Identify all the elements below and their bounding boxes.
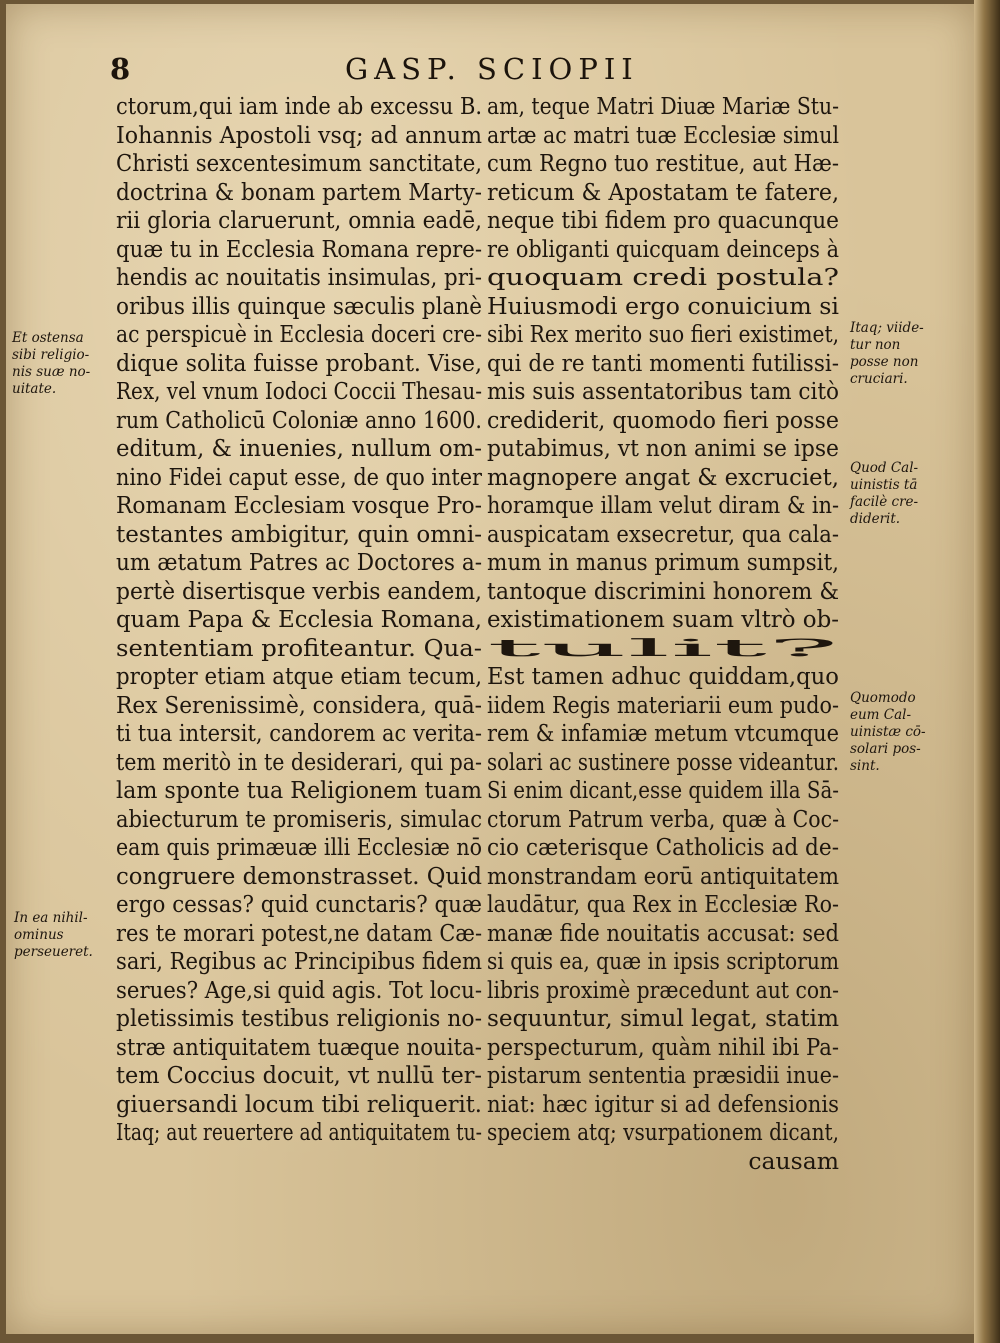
marginal-note-left-2 (14, 910, 104, 961)
marginal-note-line: uitate. (12, 381, 57, 397)
text-line: lam sponte tua Religionem tuam (116, 776, 482, 804)
text-line: abiecturum te promiseris, simulac (116, 804, 482, 833)
text-line: Est tamen adhuc quiddam,quo (487, 662, 839, 690)
text-line: oribus illis quinque sæculis planè (116, 291, 482, 320)
text-line: putabimus, vt non animi se ipse (487, 434, 839, 462)
running-title: GASP. SCIOPII (345, 52, 639, 86)
text-line: solari ac sustinere posse videantur. (487, 747, 839, 776)
text-line: Rex Serenissimè, considera, quā- (116, 690, 482, 719)
text-line: doctrina & bonam partem Marty- (116, 177, 482, 206)
text-line: sari, Regibus ac Principibus fidem (116, 947, 482, 975)
text-line: Huiusmodi ergo conuicium si (487, 291, 839, 320)
text-line: tem Coccius docuit, vt nullū ter- (116, 1061, 482, 1089)
marginal-note-line: posse non (850, 354, 919, 370)
text-line: ac perspicuè in Ecclesia doceri cre- (116, 320, 482, 348)
text-line: tantoque discrimini honorem & (487, 576, 839, 605)
text-line: dique solita fuisse probant. Vise, (116, 348, 482, 377)
text-line: rum Catholicū Coloniæ anno 1600. (116, 405, 482, 434)
text-line: Iohannis Apostoli vsq; ad annum (116, 120, 482, 149)
marginal-note-line: eum Cal- (850, 707, 912, 723)
page-edge (974, 0, 1000, 1343)
marginal-note-line: Quomodo (850, 690, 916, 706)
text-line: reticum & Apostatam te fatere, (487, 177, 839, 206)
marginal-note-right-1 (850, 320, 940, 388)
text-line: magnopere angat & excruciet, (487, 462, 839, 491)
text-line: pistarum sententia præsidii inue- (487, 1061, 839, 1089)
text-line: tem meritò in te desiderari, qui pa- (116, 747, 482, 776)
text-line: si quis ea, quæ in ipsis scriptorum (487, 947, 839, 975)
marginal-note-line: solari pos- (850, 741, 921, 757)
marginal-note-right-2 (850, 460, 940, 528)
text-line: auspicatam exsecretur, qua cala- (487, 519, 839, 548)
text-line: serues? Age,si quid agis. Tot locu- (116, 975, 482, 1004)
text-line: pletissimis testibus religionis no- (116, 1004, 482, 1032)
marginal-note-line: sibi religio- (12, 347, 90, 363)
marginal-note-line: sint. (850, 758, 880, 774)
left-text-column (116, 92, 488, 1147)
text-line: horamque illam velut diram & in- (487, 491, 839, 519)
text-line: qui de re tanti momenti futilissi- (487, 348, 839, 377)
text-line: neque tibi fidem pro quacunque (487, 206, 839, 234)
text-line: res te morari potest,ne datam Cæ- (116, 918, 482, 947)
text-line: perspecturum, quàm nihil ibi Pa- (487, 1032, 839, 1061)
text-line: crediderit, quomodo fieri posse (487, 405, 839, 434)
text-line: Rex, vel vnum Iodoci Coccii Thesau- (116, 377, 482, 405)
marginal-note-line: cruciari. (850, 371, 908, 387)
text-line: congruere demonstrasset. Quid (116, 861, 482, 890)
marginal-note-line: tur non (850, 337, 901, 353)
text-line: cio cæterisque Catholicis ad de- (487, 833, 839, 861)
text-line: ergo cessas? quid cunctaris? quæ (116, 890, 482, 918)
marginal-note-line: perseueret. (14, 944, 93, 960)
marginal-note-line: In ea nihil- (14, 910, 88, 926)
text-line: libris proximè præcedunt aut con- (487, 975, 839, 1004)
text-line: sequuntur, simul legat, statim (487, 1004, 839, 1032)
page-header (0, 52, 1000, 92)
text-line: sententiam profiteantur. Qua- (116, 633, 482, 662)
text-line: quam Papa & Ecclesia Romana, (116, 605, 482, 633)
text-line: propter etiam atque etiam tecum, (116, 662, 482, 690)
text-line: speciem atq; vsurpationem dicant, (487, 1118, 839, 1146)
text-line: re obliganti quicquam deinceps à (487, 234, 839, 263)
marginal-note-line: nis suæ no- (12, 364, 91, 380)
text-line: cum Regno tuo restitue, aut Hæ- (487, 149, 839, 177)
text-line: quoquam credi postula? (487, 263, 839, 291)
text-line: giuersandi locum tibi reliquerit. (116, 1089, 482, 1118)
catchword: causam (748, 1146, 839, 1175)
text-line: sibi Rex merito suo fieri existimet, (487, 320, 839, 348)
text-line: niat: hæc igitur si ad defensionis (487, 1089, 839, 1118)
text-line: um ætatum Patres ac Doctores a- (116, 548, 482, 576)
right-text-column (487, 92, 843, 1175)
text-line: manæ fide nouitatis accusat: sed (487, 918, 839, 947)
text-line: stræ antiquitatem tuæque nouita- (116, 1032, 482, 1061)
text-line: monstrandam eorū antiquitatem (487, 861, 839, 890)
text-line: am, teque Matri Diuæ Mariæ Stu- (487, 92, 839, 120)
text-line: rem & infamiæ metum vtcumque (487, 719, 839, 747)
text-line: mum in manus primum sumpsit, (487, 548, 839, 576)
marginal-note-line: facilè cre- (850, 494, 919, 510)
text-line: hendis ac nouitatis insimulas, pri- (116, 263, 482, 291)
text-line: editum, & inuenies, nullum om- (116, 434, 482, 462)
text-line: iidem Regis materiarii eum pudo- (487, 690, 839, 719)
text-line: ti tua intersit, candorem ac verita- (116, 719, 482, 747)
text-line: testantes ambigitur, quin omni- (116, 519, 482, 548)
text-line: Romanam Ecclesiam vosque Pro- (116, 491, 482, 519)
marginal-note-line: uinistæ cō- (850, 724, 926, 740)
page-number: 8 (110, 52, 131, 86)
marginal-note-line: diderit. (850, 511, 901, 527)
text-line: rii gloria claruerunt, omnia eadē, (116, 206, 482, 234)
text-line: pertè disertisque verbis eandem, (116, 576, 482, 605)
text-line: Si enim dicant,esse quidem illa Sā- (487, 776, 839, 804)
text-line: quæ tu in Ecclesia Romana repre- (116, 234, 482, 263)
text-line: mis suis assentatoribus tam citò (487, 377, 839, 405)
marginal-note-line: Et ostensa (12, 330, 84, 346)
text-line: Itaq; aut reuertere ad antiquitatem tu- (116, 1118, 482, 1146)
text-line: artæ ac matri tuæ Ecclesiæ simul (487, 120, 839, 149)
marginal-note-line: ominus (14, 927, 64, 943)
text-line: existimationem suam vltrò ob- (487, 605, 839, 633)
text-line: tulit? (487, 633, 839, 662)
marginal-note-line: Itaq; viide- (850, 320, 924, 336)
marginal-note-left-1 (12, 330, 102, 398)
text-line: Christi sexcentesimum sanctitate, (116, 149, 482, 177)
text-line: eam quis primæuæ illi Ecclesiæ nō (116, 833, 482, 861)
marginal-note-line: uinistis tā (850, 477, 918, 493)
marginal-note-right-3 (850, 690, 940, 775)
marginal-note-line: Quod Cal- (850, 460, 919, 476)
text-line: laudātur, qua Rex in Ecclesiæ Ro- (487, 890, 839, 918)
text-line: nino Fidei caput esse, de quo inter (116, 462, 482, 491)
text-line: ctorum,qui iam inde ab excessu B. (116, 92, 482, 120)
text-line: ctorum Patrum verba, quæ à Coc- (487, 804, 839, 833)
